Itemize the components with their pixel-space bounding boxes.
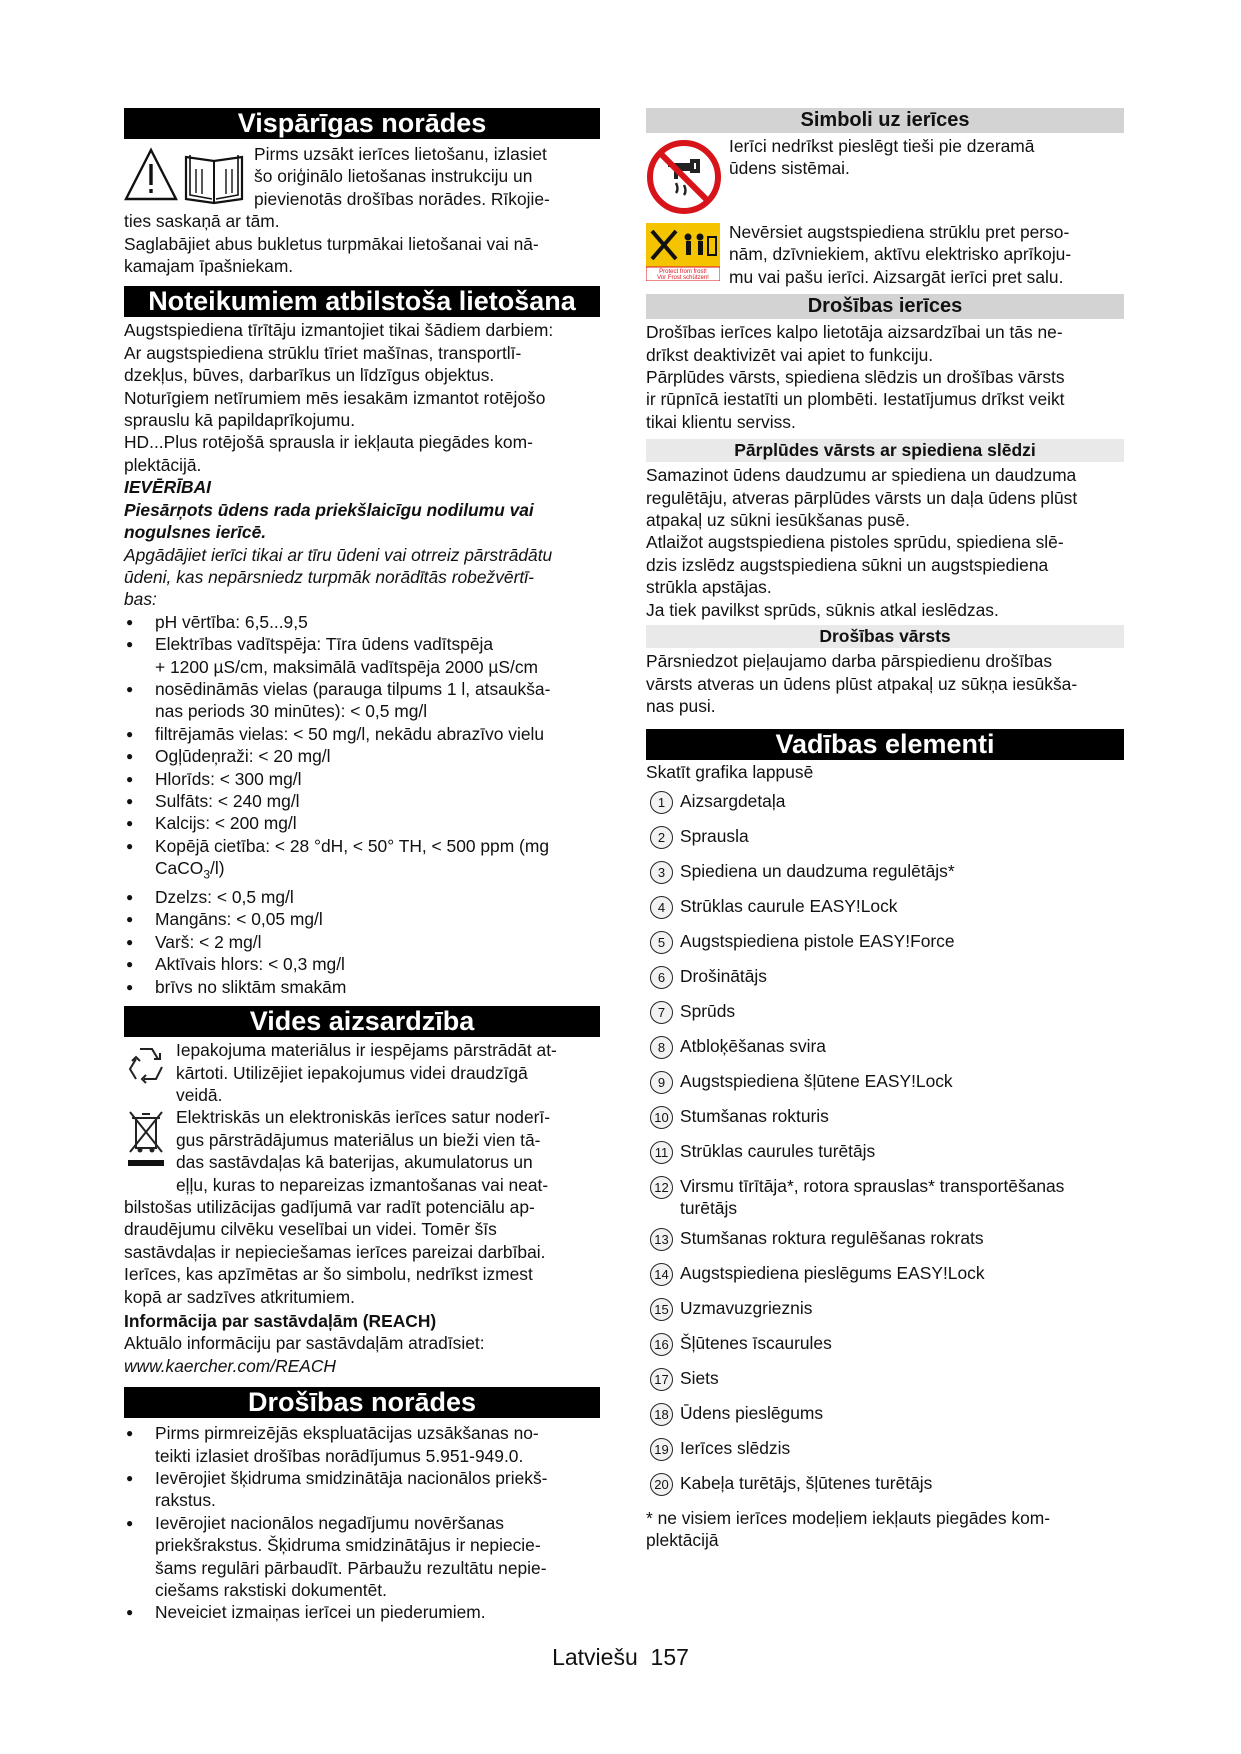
item-number-badge: 10: [650, 1106, 673, 1129]
control-item-19: [646, 1437, 1124, 1472]
footer-language: Latviešu: [552, 1644, 638, 1670]
list-item: ● Neveiciet izmaiņas ierīcei un piederumiem.: [124, 1601, 600, 1623]
weee-cont-line: Ierīces, kas apzīmētas ar šo simbolu, nedrīkst izmest: [124, 1264, 533, 1285]
item-number-badge: 6: [650, 966, 673, 989]
item-number-badge: 7: [650, 1001, 673, 1024]
item-number-badge: 17: [650, 1368, 673, 1391]
item-label: Augstspiediena pieslēgums EASY!Lock: [680, 1262, 985, 1283]
general-notes-block: [124, 143, 600, 277]
reach-title: Informācija par sastāvdaļām (REACH): [124, 1310, 437, 1331]
page-footer: [0, 1644, 1241, 1671]
text-line: atpakaļ uz sūkni iesūkšanas pusē.: [646, 510, 910, 531]
list-item: ● Kopējā cietība: < 28 °dH, < 50° TH, < 500 ppm (mg CaCO$_3$/l): [124, 835, 600, 886]
weee-cont-line: kopā ar sadzīves atkritumiem.: [124, 1286, 355, 1307]
weee-cont-line: draudējumu cilvēku veselībai un videi. Tomēr šīs: [124, 1219, 497, 1240]
recycle-line: kārtoti. Utilizējiet iepakojumus videi draudzīgā: [176, 1062, 528, 1083]
intended-use-line: plektācijā.: [124, 454, 202, 475]
item-label: Stumšanas rokturis: [680, 1105, 829, 1126]
weee-line: eļļu, kuras to nepareizas izmantošanas vai neat-: [176, 1174, 549, 1195]
control-item-8: [646, 1035, 1124, 1070]
item-number-badge: 18: [650, 1403, 673, 1426]
intended-use-block: [124, 319, 600, 998]
text-line: Pārplūdes vārsts, spiediena slēdzis un drošības vārsts: [646, 367, 1065, 388]
control-item-3: [646, 860, 1124, 895]
weee-cont-line: bilstošas utilizācijas gadījumā var radīt potenciālu ap-: [124, 1196, 535, 1217]
list-item: ● filtrējamās vielas: < 50 mg/l, nekādu abrazīvo vielu: [124, 723, 600, 745]
item-label-cont: turētājs: [680, 1198, 738, 1219]
reach-text: Aktuālo informāciju par sastāvdaļām atradīsiet:: [124, 1333, 485, 1354]
control-item-20: [646, 1472, 1124, 1507]
item-label: Augstspiediena šļūtene EASY!Lock: [680, 1070, 953, 1091]
text-line: Samazinot ūdens daudzumu ar spiediena un daudzuma: [646, 465, 1077, 486]
item-number-badge: 19: [650, 1438, 673, 1461]
weee-cont-line: sastāvdaļas ir nepieciešamas ierīces pareizai darbībai.: [124, 1241, 546, 1262]
list-item: ● Hlorīds: < 300 mg/l: [124, 768, 600, 790]
symbols-heading: Simboli uz ierīces: [646, 108, 1124, 133]
list-item: ● Kalcijs: < 200 mg/l: [124, 812, 600, 834]
symbol-text: ūdens sistēmai.: [729, 158, 850, 179]
symbol-text: mu vai pašu ierīci. Aizsargāt ierīci pret salu.: [729, 266, 1064, 287]
item-number-badge: 15: [650, 1298, 673, 1321]
weee-bin-icon: [124, 1108, 168, 1175]
item-label: Augstspiediena pistole EASY!Force: [680, 930, 955, 951]
item-label: Sprūds: [680, 1000, 736, 1021]
safety-devices-heading: Drošības ierīces: [646, 294, 1124, 319]
control-item-4: [646, 895, 1124, 930]
reach-url[interactable]: www.kaercher.com/REACH: [124, 1355, 336, 1376]
general-intro-line: Pirms uzsākt ierīces lietošanu, izlasiet: [254, 144, 547, 164]
note-italic-line: ūdeni, kas nepārsniedz turpmāk norādītās robežvērtī-: [124, 566, 534, 587]
footnote-line: * ne visiem ierīces modeļiem iekļauts piegādes kom-: [646, 1507, 1051, 1528]
control-item-5: [646, 930, 1124, 965]
list-item: ● Ievērojiet nacionālos negadījumu novēršanas priekšrakstus. Šķidruma smidzinātājus ir nepiecie- šams regulāri pārbaudīt. Pārbaužu rezultātu nepie- ciešams rakstiski dokumentēt.: [124, 1512, 600, 1602]
intended-use-heading: Noteikumiem atbilstoša lietošana: [124, 286, 600, 317]
general-intro-line: pievienotās drošības norādes. Rīkojie-: [254, 188, 550, 209]
text-line: dzis izslēdz augstspiediena sūkni un augstspiediena: [646, 554, 1049, 575]
item-label: Ūdens pieslēgums: [680, 1402, 824, 1423]
intended-use-line: Noturīgiem netīrumiem mēs iesakām izmantot rotējošo: [124, 387, 546, 408]
text-line: Pārsniedzot pieļaujamo darba pārspiedienu drošības: [646, 651, 1053, 672]
control-item-15: [646, 1297, 1124, 1332]
weee-line: Elektriskās un elektroniskās ierīces satur noderī-: [176, 1107, 551, 1128]
list-item: ● Sulfāts: < 240 mg/l: [124, 790, 600, 812]
item-number-badge: 9: [650, 1071, 673, 1094]
control-item-18: [646, 1402, 1124, 1437]
list-item: ● Dzelzs: < 0,5 mg/l: [124, 886, 600, 908]
control-item-16: [646, 1332, 1124, 1367]
text-line: regulētāju, atveras pārplūdes vārsts un daļa ūdens plūst: [646, 487, 1078, 508]
item-number-badge: 13: [650, 1228, 673, 1251]
symbol-row: [646, 221, 1124, 288]
text-line: Ja tiek pavilkst sprūds, sūknis atkal ieslēdzas.: [646, 599, 999, 620]
item-label: Strūklas caurule EASY!Lock: [680, 895, 898, 916]
control-item-1: [646, 790, 1124, 825]
list-item: ● pH vērtība: 6,5...9,5: [124, 611, 600, 633]
intended-use-line: Ar augstspiediena strūklu tīriet mašīnas, transportlī-: [124, 342, 522, 363]
item-label: Ierīces slēdzis: [680, 1437, 791, 1458]
overflow-valve-block: [646, 464, 1124, 621]
warning-manual-icon: [124, 147, 246, 210]
environment-block: [124, 1039, 600, 1377]
frost-icon-text-de: Vor Frost schützen!: [657, 275, 709, 281]
list-item: ● Aktīvais hlors: < 0,3 mg/l: [124, 953, 600, 975]
item-number-badge: 8: [650, 1036, 673, 1059]
item-label: Sprausla: [680, 825, 749, 846]
item-label: Stumšanas roktura regulēšanas rokrats: [680, 1227, 984, 1248]
general-save-line: kamajam īpašniekam.: [124, 256, 294, 277]
note-italic-line: Apgādājiet ierīci tikai ar tīru ūdeni vai otrreiz pārstrādātu: [124, 544, 553, 565]
left-column: [124, 108, 600, 1624]
recycle-line: Iepakojuma materiālus ir iespējams pārstrādāt at-: [176, 1040, 557, 1061]
control-item-2: [646, 825, 1124, 860]
item-number-badge: 4: [650, 896, 673, 919]
text-line: vārsts atveras un ūdens plūst atpakaļ uz sūkņa iesūkša-: [646, 673, 1078, 694]
item-number-badge: 2: [650, 826, 673, 849]
frost-icon-text-en: Protect from frost!: [659, 269, 707, 275]
item-label: Drošinātājs: [680, 965, 767, 986]
control-item-14: [646, 1262, 1124, 1297]
control-item-13: [646, 1227, 1124, 1262]
weee-line: das sastāvdaļas kā baterijas, akumulatorus un: [176, 1152, 533, 1173]
general-intro-line: ties saskaņā ar tām.: [124, 211, 280, 232]
control-item-9: [646, 1070, 1124, 1105]
control-item-6: [646, 965, 1124, 1000]
control-item-10: [646, 1105, 1124, 1140]
water-limits-list: [124, 611, 600, 998]
list-item: ● Ogļūdeņraži: < 20 mg/l: [124, 745, 600, 767]
text-line: Drošības ierīces kalpo lietotāja aizsardzībai un tās ne-: [646, 322, 1063, 343]
note-bold-line: nogulsnes ierīcē.: [124, 522, 267, 543]
item-label: Virsmu tīrītāja*, rotora sprauslas* transportēšanas: [680, 1175, 1065, 1196]
list-item: ● nosēdināmās vielas (parauga tilpums 1 l, atsaukša- nas periods 30 minūtes): < 0,5 mg/l: [124, 678, 600, 723]
item-label: Aizsargdetaļa: [680, 790, 786, 811]
item-number-badge: 14: [650, 1263, 673, 1286]
item-label: Spiediena un daudzuma regulētājs*: [680, 860, 955, 881]
item-number-badge: 16: [650, 1333, 673, 1356]
item-number-badge: 3: [650, 861, 673, 884]
general-notes-heading: Vispārīgas norādes: [124, 108, 600, 139]
general-save-line: Saglabājiet abus bukletus turpmākai lietošanai vai nā-: [124, 233, 539, 254]
text-line: ir rūpnīcā iestatīti un plombēti. Iestatījumus drīkst veikt: [646, 389, 1065, 410]
intended-use-line: HD...Plus rotējošā sprausla ir iekļauta piegādes kom-: [124, 432, 533, 453]
note-label: IEVĒRĪBAI: [124, 477, 211, 498]
weee-line: gus pārstrādājumus materiālus un bieži vien tā-: [176, 1129, 541, 1150]
page-number: 157: [650, 1644, 689, 1670]
controls-heading: Vadības elementi: [646, 729, 1124, 760]
intended-use-line: Augstspiediena tīrītāju izmantojiet tikai šādiem darbiem:: [124, 320, 554, 341]
control-item-11: [646, 1140, 1124, 1175]
item-label: Kabeļa turētājs, šļūtenes turētājs: [680, 1472, 933, 1493]
footnote-line: plektācijā: [646, 1530, 719, 1551]
safety-notes-heading: Drošības norādes: [124, 1387, 600, 1418]
item-number-badge: 5: [650, 931, 673, 954]
text-line: drīkst deaktivizēt vai apiet to funkciju.: [646, 344, 934, 365]
safety-valve-block: [646, 650, 1124, 717]
symbol-text: nām, dzīvniekiem, aktīvu elektrisko aprīkoju-: [729, 244, 1072, 265]
item-label: Atbloķēšanas svira: [680, 1035, 826, 1056]
item-number-badge: 20: [650, 1473, 673, 1496]
safety-notes-list: [124, 1422, 600, 1624]
note-italic-line: bas:: [124, 589, 157, 610]
intended-use-line: sprauslu kā papildaprīkojumu.: [124, 410, 356, 431]
list-item: ● Varš: < 2 mg/l: [124, 931, 600, 953]
item-label: Šļūtenes īscaurules: [680, 1332, 832, 1353]
item-number-badge: 11: [650, 1141, 673, 1164]
no-spray-frost-icon: [646, 223, 720, 286]
text-line: tikai klientu serviss.: [646, 411, 796, 432]
item-label: Uzmavuzgrieznis: [680, 1297, 813, 1318]
item-label: Siets: [680, 1367, 719, 1388]
symbol-text: Ierīci nedrīkst pieslēgt tieši pie dzeramā: [729, 136, 1035, 156]
list-item: ● brīvs no sliktām smakām: [124, 976, 600, 998]
control-item-17: [646, 1367, 1124, 1402]
list-item: ● Ievērojiet šķidruma smidzinātāja nacionālos priekš- rakstus.: [124, 1467, 600, 1512]
controls-list: [646, 790, 1124, 1507]
note-bold-line: Piesārņots ūdens rada priekšlaicīgu nodilumu vai: [124, 499, 534, 520]
control-item-7: [646, 1000, 1124, 1035]
general-intro-line: šo oriģinālo lietošanas instrukciju un: [254, 166, 533, 187]
recycle-line: veidā.: [176, 1084, 223, 1105]
text-line: Atlaižot augstspiediena pistoles sprūdu, spiediena slē-: [646, 532, 1064, 553]
list-item: ● Mangāns: < 0,05 mg/l: [124, 908, 600, 930]
safety-devices-block: [646, 321, 1124, 433]
control-item-12: [646, 1175, 1124, 1227]
item-number-badge: 1: [650, 791, 673, 814]
safety-valve-heading: Drošības vārsts: [646, 625, 1124, 648]
symbol-text: Nevērsiet augstspiediena strūklu pret perso-: [729, 222, 1070, 242]
environment-heading: Vides aizsardzība: [124, 1006, 600, 1037]
item-number-badge: 12: [650, 1176, 673, 1199]
right-column: [646, 108, 1124, 1552]
symbol-row: [646, 135, 1124, 221]
list-item: ● Elektrības vadītspēja: Tīra ūdens vadītspēja + 1200 µS/cm, maksimālā vadītspēja 2000 µS/cm: [124, 633, 600, 678]
text-line: nas pusi.: [646, 695, 716, 716]
list-item: ● Pirms pirmreizējās ekspluatācijas uzsākšanas no- teikti izlasiet drošības norādījumus 5.951-949.0.: [124, 1422, 600, 1467]
item-label: Strūklas caurules turētājs: [680, 1140, 876, 1161]
no-drinking-water-icon: [646, 139, 722, 220]
text-line: strūkla apstājas.: [646, 577, 772, 598]
intended-use-line: dzekļus, būves, darbarīkus un līdzīgus objektus.: [124, 365, 495, 386]
recycle-icon: [124, 1043, 168, 1094]
overflow-valve-heading: Pārplūdes vārsts ar spiediena slēdzi: [646, 439, 1124, 462]
controls-intro: Skatīt grafika lappusē: [646, 762, 814, 783]
